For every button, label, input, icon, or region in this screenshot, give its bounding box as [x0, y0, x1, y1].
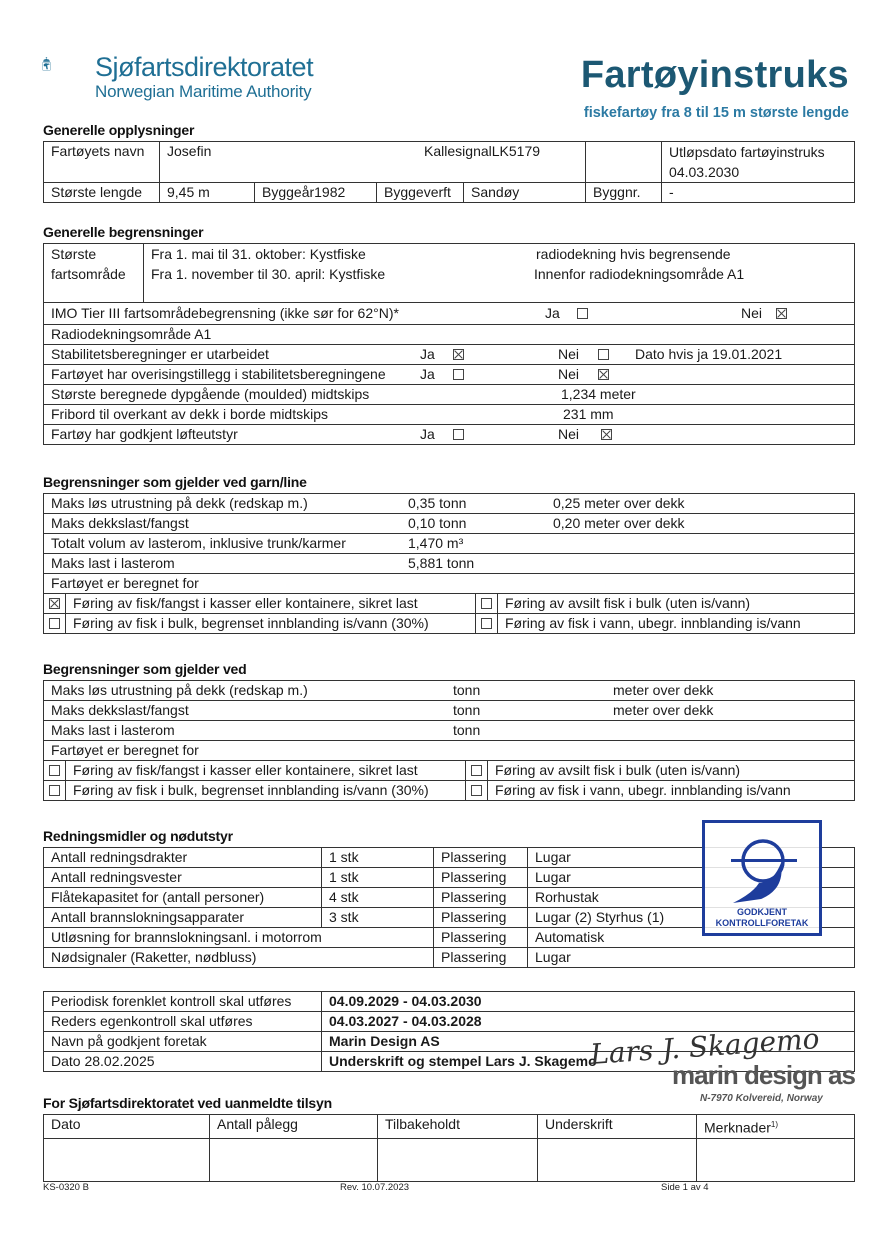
company-value: Marin Design AS: [322, 1032, 855, 1052]
document-title: Fartøyinstruks: [580, 54, 849, 96]
other-max-load-tonn: tonn: [453, 722, 481, 738]
other-deck-load-label: Maks dekkslast/fangst: [51, 702, 189, 718]
org-subtitle: Norwegian Maritime Authority: [95, 82, 312, 101]
icing-ja-checkbox[interactable]: [453, 365, 464, 384]
icing-nei-label: Nei: [558, 366, 580, 382]
stamp-text-line2: KONTROLLFORETAK: [715, 918, 809, 928]
footer-page-number: Side 1 av 4: [661, 1182, 709, 1193]
garn-opt3-checkbox[interactable]: [44, 614, 66, 634]
garn-loose-gear-label: Maks løs utrustning på dekk (redskap m.): [51, 495, 308, 511]
handwritten-signature: Lars J. Skagemo: [589, 1022, 821, 1071]
other-row-max-load: [44, 721, 855, 741]
inspection-column-header: [210, 1115, 378, 1139]
safety-item-label: Antall redningsvester: [44, 868, 322, 888]
safety-placement-value: Automatisk: [528, 928, 855, 948]
safety-placement-label: Plassering: [434, 868, 528, 888]
stability-ja-checkbox[interactable]: [453, 345, 464, 364]
other-opt4-label: Føring av fisk i vann, ubegr. innblanding is/vann: [488, 781, 855, 801]
safety-placement-label: Plassering: [434, 908, 528, 928]
shipyard-label: Byggeverft: [377, 183, 464, 203]
garn-loose-gear-height: 0,25 meter over dekk: [553, 495, 685, 511]
inspection-column-label: Dato: [51, 1116, 81, 1132]
inspection-column-label: Tilbakeholdt: [385, 1116, 460, 1132]
freeboard-value: 231 mm: [563, 406, 614, 422]
other-opt3-checkbox[interactable]: [44, 781, 66, 801]
draught-row: [44, 385, 855, 405]
stability-date: Dato hvis ja 19.01.2021: [635, 346, 783, 362]
other-opt2-label: Føring av avsilt fisk i bulk (uten is/vann): [488, 761, 855, 781]
other-max-load-label: Maks last i lasterom: [51, 722, 175, 738]
area-winter: Fra 1. november til 30. april: Kystfiske: [151, 266, 386, 282]
icing-nei-checkbox[interactable]: [598, 365, 609, 384]
radio-area-row: Radiodekningsområde A1: [44, 325, 855, 345]
inspection-table: [43, 1114, 855, 1182]
draught-value: 1,234 meter: [561, 386, 636, 402]
expiry-date: 04.03.2030: [669, 164, 740, 180]
lifting-ja-label: Ja: [420, 426, 435, 442]
icing-row: [44, 365, 855, 385]
signature-label: Underskrift og stempel Lars J. Skagemo: [322, 1052, 855, 1072]
safety-placement-value: Lugar (2) Styrhus (1): [528, 908, 855, 928]
inspection-detained-input[interactable]: [378, 1138, 538, 1181]
safety-placement-label: Plassering: [434, 948, 528, 968]
lifting-nei-label: Nei: [558, 426, 580, 442]
inspection-column-label: Merknader: [704, 1119, 771, 1136]
inspection-column-header: [44, 1115, 210, 1139]
safety-item-qty: 1 stk: [322, 868, 434, 888]
safety-placement-label: Plassering: [434, 928, 528, 948]
safety-item-qty: 3 stk: [322, 908, 434, 928]
safety-item-label: Utløsning for brannslokningsanl. i motorrom: [44, 928, 434, 948]
company-address: N-7970 Kolvereid, Norway: [700, 1093, 823, 1104]
stamp-text-line1: GODKJENT: [736, 907, 787, 917]
build-no-value: -: [662, 183, 855, 203]
limits-other-table: [43, 680, 855, 801]
garn-row-loose-gear: [44, 494, 855, 514]
company-label: Navn på godkjent foretak: [44, 1032, 322, 1052]
inspection-orders-input[interactable]: [210, 1138, 378, 1181]
safety-row: [44, 948, 855, 968]
imo-label: IMO Tier III fartsområdebegrensning (ikke sør for 62°N)*: [51, 305, 399, 321]
garn-opt4-label: Føring av fisk i vann, ubegr. innblanding is/vann: [498, 614, 855, 634]
periodic-control-label: Periodisk forenklet kontroll skal utføres: [44, 992, 322, 1012]
safety-placement-value: Rorhustak: [528, 888, 855, 908]
inspection-date-input[interactable]: [44, 1138, 210, 1181]
stability-nei-checkbox[interactable]: [598, 345, 609, 364]
lifting-label: Fartøy har godkjent løfteutstyr: [51, 426, 238, 442]
safety-placement-label: Plassering: [434, 888, 528, 908]
safety-item-qty: 1 stk: [322, 848, 434, 868]
stamp-emblem-icon: [725, 833, 801, 905]
other-opt3-label: Føring av fisk i bulk, begrenset innblanding is/vann (30%): [66, 781, 466, 801]
other-deck-load-tonn: tonn: [453, 702, 481, 718]
safety-placement-value: Lugar: [528, 948, 855, 968]
other-designed-for: Fartøyet er beregnet for: [44, 741, 855, 761]
imo-ja-label: Ja: [545, 305, 560, 321]
stability-label: Stabilitetsberegninger er utarbeidet: [51, 346, 269, 362]
limits-garn-table: [43, 493, 855, 634]
safety-item-label: Antall redningsdrakter: [44, 848, 322, 868]
freeboard-label: Fribord til overkant av dekk i borde midtskips: [51, 406, 328, 422]
area-label-line2: fartsområde: [51, 266, 126, 282]
company-stamp: marin design as: [672, 1060, 855, 1090]
lifting-row: [44, 425, 855, 445]
other-row-deck-load: [44, 701, 855, 721]
garn-deck-load-tonn: 0,10 tonn: [408, 515, 467, 531]
icing-ja-label: Ja: [420, 366, 435, 382]
owner-control-label: Reders egenkontroll skal utføres: [44, 1012, 322, 1032]
garn-row-volume: [44, 534, 855, 554]
garn-opt3-label: Føring av fisk i bulk, begrenset innblanding is/vann (30%): [66, 614, 476, 634]
garn-row-max-load: [44, 554, 855, 574]
safety-placement-label: Plassering: [434, 848, 528, 868]
vessel-name-value: Josefin: [160, 142, 586, 183]
callsign-value: KallesignalLK5179: [424, 143, 541, 159]
section-title-limits-garn: Begrensninger som gjelder ved garn/line: [43, 474, 307, 490]
length-label: Største lengde: [44, 183, 160, 203]
safety-placement-value: Lugar: [528, 848, 855, 868]
lifting-nei-checkbox[interactable]: [601, 425, 612, 444]
garn-opt2-label: Føring av avsilt fisk i bulk (uten is/vann): [498, 594, 855, 614]
imo-nei-checkbox[interactable]: [776, 303, 787, 324]
other-loose-gear-tonn: tonn: [453, 682, 481, 698]
inspection-column-header: [378, 1115, 538, 1139]
build-no-label: Byggnr.: [586, 183, 662, 203]
garn-volume-label: Totalt volum av lasterom, inklusive trunk/karmer: [51, 535, 346, 551]
other-loose-gear-height: meter over dekk: [613, 682, 714, 698]
garn-loose-gear-tonn: 0,35 tonn: [408, 495, 467, 511]
area-value-cell: [144, 244, 855, 303]
other-opt2-checkbox[interactable]: [466, 761, 488, 781]
document-subtitle: fiskefartøy fra 8 til 15 m største lengde: [583, 105, 849, 121]
garn-volume-value: 1,470 m³: [408, 535, 464, 551]
garn-designed-for: Fartøyet er beregnet for: [44, 574, 855, 594]
imo-row: [44, 303, 855, 325]
draught-label: Største beregnede dypgående (moulded) midtskips: [51, 386, 370, 402]
vessel-name-label: Fartøyets navn: [44, 142, 160, 183]
lifting-ja-checkbox[interactable]: [453, 425, 464, 444]
area-label-line1: Største: [51, 246, 97, 262]
icing-label: Fartøyet har overisingstillegg i stabilitetsberegningene: [51, 366, 386, 382]
garn-deck-load-height: 0,20 meter over dekk: [553, 515, 685, 531]
garn-max-load-value: 5,881 tonn: [408, 555, 475, 571]
remarks-footnote: 1): [770, 1120, 779, 1129]
garn-deck-load-label: Maks dekkslast/fangst: [51, 515, 189, 531]
build-year-value: Byggeår1982: [255, 183, 377, 203]
radio-note: radiodekning hvis begrensende: [536, 246, 731, 262]
other-row-loose-gear: [44, 681, 855, 701]
general-info-table: [43, 141, 855, 203]
inspection-column-label: Underskrift: [545, 1116, 613, 1132]
control-date: Dato 28.02.2025: [44, 1052, 322, 1072]
other-loose-gear-label: Maks løs utrustning på dekk (redskap m.): [51, 682, 308, 698]
safety-item-label: Antall brannslokningsapparater: [44, 908, 322, 928]
radio-area: Innenfor radiodekningsområde A1: [534, 266, 745, 282]
garn-opt2-checkbox[interactable]: [476, 594, 498, 614]
shipyard-value: Sandøy: [464, 183, 586, 203]
garn-opt1-checkbox[interactable]: [44, 594, 66, 614]
inspection-remarks-input[interactable]: [697, 1138, 855, 1181]
safety-item-qty: 4 stk: [322, 888, 434, 908]
general-limits-table: [43, 243, 855, 445]
inspection-column-header: [697, 1115, 855, 1139]
area-summer: Fra 1. mai til 31. oktober: Kystfiske: [151, 246, 366, 262]
stability-ja-label: Ja: [420, 346, 435, 362]
section-title-inspection: For Sjøfartsdirektoratet ved uanmeldte tilsyn: [43, 1095, 332, 1111]
section-title-general-limits: Generelle begrensninger: [43, 224, 204, 240]
other-opt4-checkbox[interactable]: [466, 781, 488, 801]
footer-revision: Rev. 10.07.2023: [340, 1182, 410, 1193]
imo-nei-label: Nei: [741, 305, 763, 321]
garn-opt4-checkbox[interactable]: [476, 614, 498, 634]
section-title-safety: Redningsmidler og nødutstyr: [43, 828, 233, 844]
safety-item-label: Nødsignaler (Raketter, nødbluss): [44, 948, 434, 968]
owner-control-value: 04.03.2027 - 04.03.2028: [322, 1012, 855, 1032]
footer-form-id: KS-0320 B: [43, 1182, 89, 1193]
org-name: Sjøfartsdirektoratet: [95, 52, 314, 82]
expiry-cell: [662, 142, 855, 183]
inspection-signature-input[interactable]: [538, 1138, 697, 1181]
garn-max-load-label: Maks last i lasterom: [51, 555, 175, 571]
inspection-column-header: [538, 1115, 697, 1139]
safety-item-label: Flåtekapasitet for (antall personer): [44, 888, 322, 908]
section-title-general-info: Generelle opplysninger: [43, 122, 195, 138]
sjofartsdirektoratet-logo-icon: [42, 24, 94, 104]
other-deck-load-height: meter over dekk: [613, 702, 714, 718]
garn-row-deck-load: [44, 514, 855, 534]
periodic-control-value: 04.09.2029 - 04.03.2030: [322, 992, 855, 1012]
area-label-cell: [44, 244, 144, 303]
imo-ja-checkbox[interactable]: [577, 303, 588, 324]
freeboard-row: [44, 405, 855, 425]
stability-nei-label: Nei: [558, 346, 580, 362]
approved-inspection-stamp: [702, 820, 822, 936]
garn-opt1-label: Føring av fisk/fangst i kasser eller kontainere, sikret last: [66, 594, 476, 614]
section-title-limits-other: Begrensninger som gjelder ved: [43, 661, 247, 677]
expiry-label: Utløpsdato fartøyinstruks: [669, 144, 825, 160]
safety-placement-value: Lugar: [528, 868, 855, 888]
length-value: 9,45 m: [160, 183, 255, 203]
other-opt1-label: Føring av fisk/fangst i kasser eller kontainere, sikret last: [66, 761, 466, 781]
other-opt1-checkbox[interactable]: [44, 761, 66, 781]
stability-row: [44, 345, 855, 365]
inspection-column-label: Antall pålegg: [217, 1116, 298, 1132]
